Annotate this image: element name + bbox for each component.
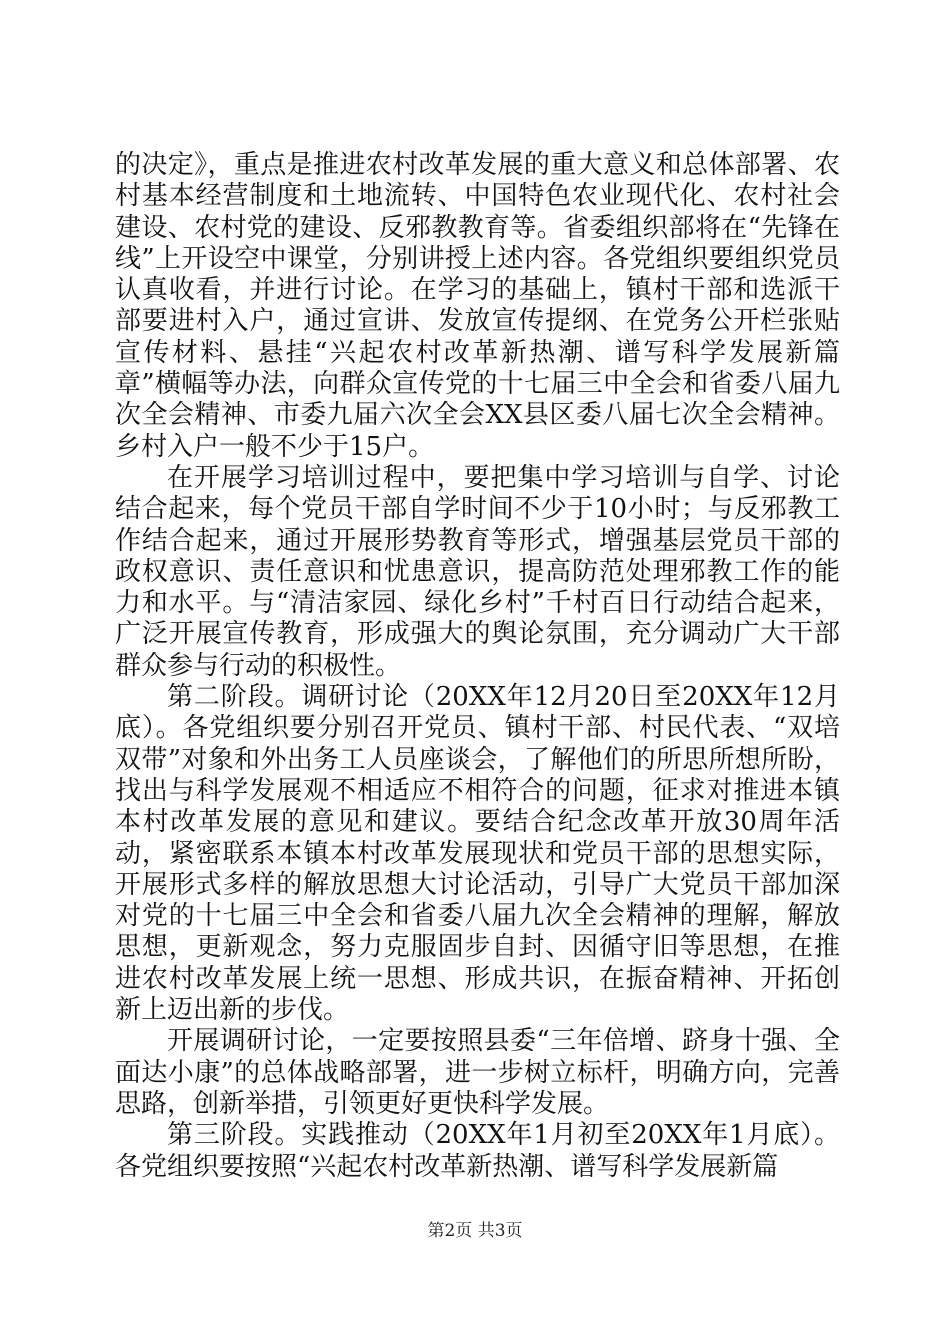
paragraph-3: 第二阶段。调研讨论（20XX年12月20日至20XX年12月底）。各党组织要分别召开党员、镇村干部、村民代表、“双培双带”对象和外出务工人员座谈会，了解他们的所思所想所盼，找出与科学发展观不相适应不相符合的问题，征求对推进本镇本村改革发展的意见和建议。要结合纪念改革开放30周年活动，紧密联系本镇本村改革发展现状和党员干部的思想实际，开展形式多样的解放思想大讨论活动，引导广大党员干部加深对党的十七届三中全会和省委八届九次全会精神的理解，解放思想，更新观念，努力克服固步自封、因循守旧等思想，在推进农村改革发展上统一思想、形成共识，在振奋精神、开拓创新上迈出新的步伐。 [115,682,840,1026]
page-footer: 第2页 共3页 [427,1221,523,1241]
paragraph-4: 开展调研讨论，一定要按照县委“三年倍增、跻身十强、全面达小康”的总体战略部署，进一步树立标杆，明确方向，完善思路，创新举措，引领更好更快科学发展。 [115,1026,840,1119]
paragraph-5: 第三阶段。实践推动（20XX年1月初至20XX年1月底）。各党组织要按照“兴起农村改革新热潮、谱写科学发展新篇 [115,1120,840,1182]
document-body [115,150,840,1183]
paragraph-1: 的决定》，重点是推进农村改革发展的重大意义和总体部署、农村基本经营制度和土地流转、中国特色农业现代化、农村社会建设、农村党的建设、反邪教教育等。省委组织部将在“先锋在线”上开设空中课堂，分别讲授上述内容。各党组织要组织党员认真收看，并进行讨论。在学习的基础上，镇村干部和选派干部要进村入户，通过宣讲、发放宣传提纲、在党务公开栏张贴宣传材料、悬挂“兴起农村改革新热潮、谱写科学发展新篇章”横幅等办法，向群众宣传党的十七届三中全会和省委八届九次全会精神、市委九届六次全会XX县区委八届七次全会精神。乡村入户一般不少于15户。 [115,150,840,462]
paragraph-2: 在开展学习培训过程中，要把集中学习培训与自学、讨论结合起来，每个党员干部自学时间不少于10小时；与反邪教工作结合起来，通过开展形势教育等形式，增强基层党员干部的政权意识、责任意识和忧患意识，提高防范处理邪教工作的能力和水平。与“清洁家园、绿化乡村”千村百日行动结合起来，广泛开展宣传教育，形成强大的舆论氛围，充分调动广大干部群众参与行动的积极性。 [115,462,840,681]
